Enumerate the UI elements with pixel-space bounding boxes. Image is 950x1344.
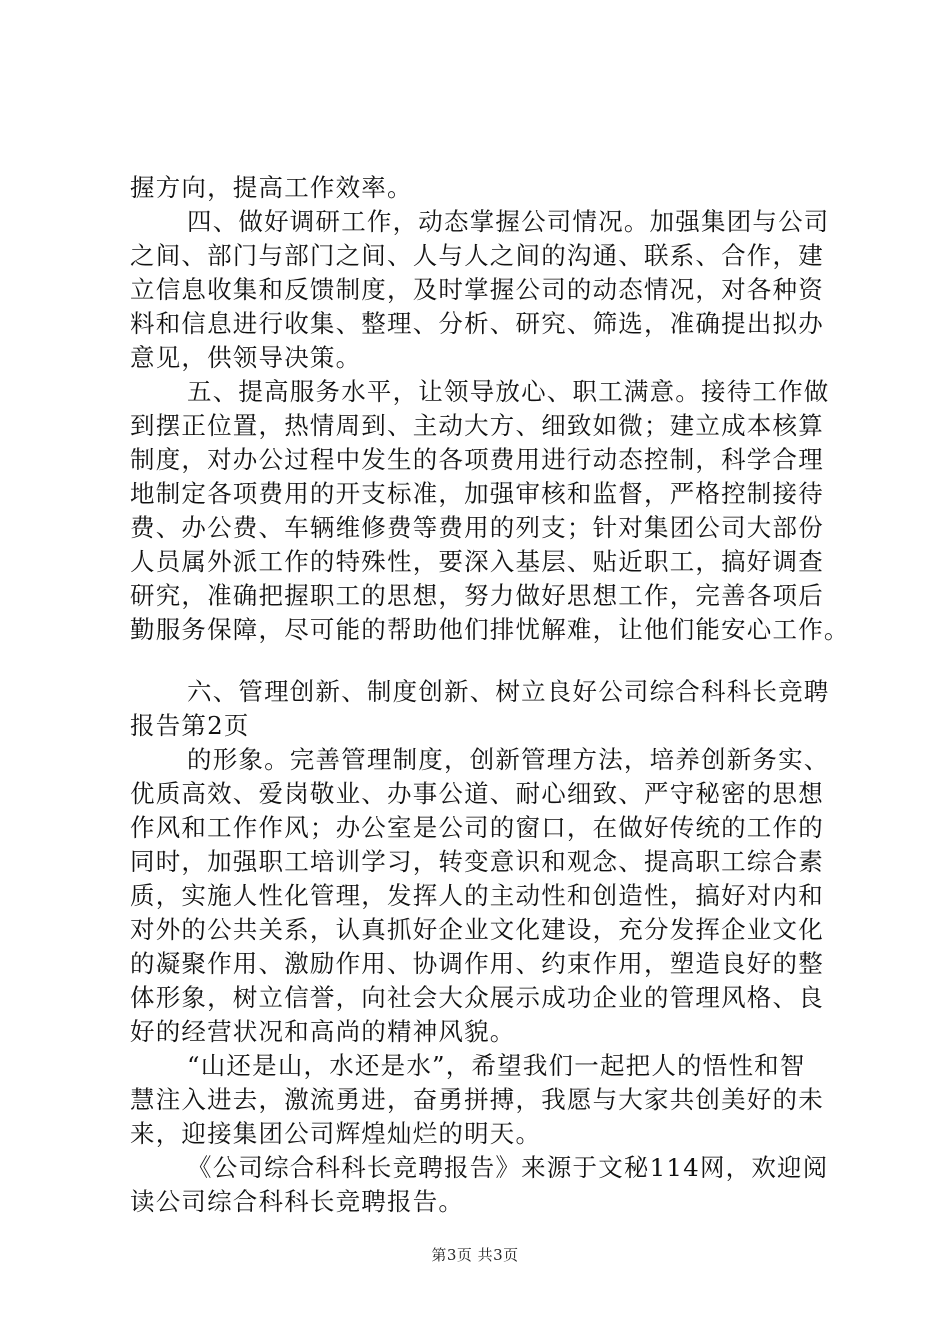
paragraph-start-line: 六、管理创新、制度创新、树立良好公司综合科科长竞聘 bbox=[187, 677, 830, 706]
paragraph-start-line: “山还是山，水还是水”，希望我们一起把人的悟性和智 bbox=[187, 1051, 806, 1080]
text-line: 好的经营状况和高尚的精神风貌。 bbox=[130, 1017, 516, 1046]
paragraph-start-line: 的形象。完善管理制度，创新管理方法，培养创新务实、 bbox=[187, 745, 830, 774]
paragraph-start-line: 四、做好调研工作，动态掌握公司情况。加强集团与公司 bbox=[187, 207, 830, 236]
text-line: 意见，供领导决策。 bbox=[130, 343, 362, 372]
text-line: 料和信息进行收集、整理、分析、研究、筛选，准确提出拟办 bbox=[130, 309, 824, 338]
text-line: 作风和工作作风；办公室是公司的窗口，在做好传统的工作的 bbox=[130, 813, 824, 842]
paragraph-start-line: 五、提高服务水平，让领导放心、职工满意。接待工作做 bbox=[187, 377, 830, 406]
text-line: 之间、部门与部门之间、人与人之间的沟通、联系、合作，建 bbox=[130, 241, 824, 270]
text-line: 来，迎接集团公司辉煌灿烂的明天。 bbox=[130, 1119, 542, 1148]
text-line: 人员属外派工作的特殊性，要深入基层、贴近职工，搞好调查 bbox=[130, 547, 824, 576]
text-line: 地制定各项费用的开支标准，加强审核和监督，严格控制接待 bbox=[130, 479, 824, 508]
text-line: 报告第2页 bbox=[130, 711, 250, 740]
text-line: 质，实施人性化管理，发挥人的主动性和创造性，搞好对内和 bbox=[130, 881, 824, 910]
document-body bbox=[130, 171, 850, 1219]
text-line: 制度，对办公过程中发生的各项费用进行动态控制，科学合理 bbox=[130, 445, 824, 474]
text-line: 体形象，树立信誉，向社会大众展示成功企业的管理风格、良 bbox=[130, 983, 824, 1012]
text-line: 慧注入进去，激流勇进，奋勇拼搏，我愿与大家共创美好的未 bbox=[130, 1085, 824, 1114]
text-line: 握方向，提高工作效率。 bbox=[130, 173, 413, 202]
text-line: 到摆正位置，热情周到、主动大方、细致如微；建立成本核算 bbox=[130, 411, 824, 440]
paragraph-gap bbox=[130, 647, 850, 675]
text-line: 研究，准确把握职工的思想，努力做好思想工作，完善各项后 bbox=[130, 581, 824, 610]
text-line: 对外的公共关系，认真抓好企业文化建设，充分发挥企业文化 bbox=[130, 915, 824, 944]
text-line: 同时，加强职工培训学习，转变意识和观念、提高职工综合素 bbox=[130, 847, 824, 876]
paragraph-start-line: 《公司综合科科长竞聘报告》来源于文秘114网，欢迎阅 bbox=[187, 1153, 829, 1182]
text-line: 勤服务保障，尽可能的帮助他们排忧解难，让他们能安心工作。 bbox=[130, 615, 850, 644]
text-line: 费、办公费、车辆维修费等费用的列支；针对集团公司大部份 bbox=[130, 513, 824, 542]
text-line: 的凝聚作用、激励作用、协调作用、约束作用，塑造良好的整 bbox=[130, 949, 824, 978]
text-line: 立信息收集和反馈制度，及时掌握公司的动态情况，对各种资 bbox=[130, 275, 824, 304]
text-line: 优质高效、爱岗敬业、办事公道、耐心细致、严守秘密的思想 bbox=[130, 779, 824, 808]
text-line: 读公司综合科科长竞聘报告。 bbox=[130, 1187, 465, 1216]
page-footer: 第3页 共3页 bbox=[431, 1246, 519, 1264]
